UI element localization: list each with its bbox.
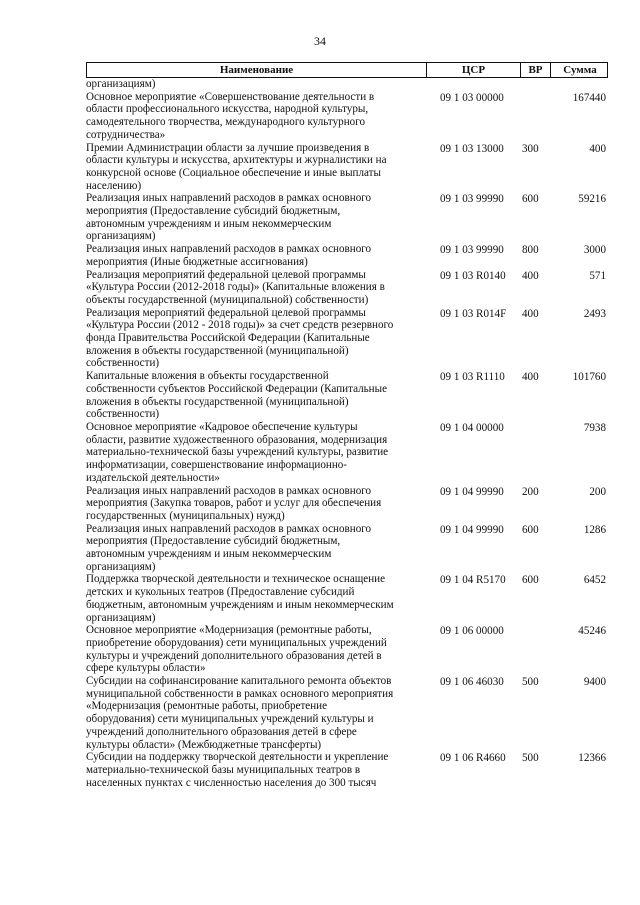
table-row [86,624,608,675]
table-header [86,62,608,78]
row-name-line: самодеятельного творчества, международного культурного [86,116,366,129]
row-sum: 45246 [578,625,606,638]
row-name-line: собственности) [86,357,160,370]
row-vr: 600 [522,193,539,206]
row-name-line: издательской деятельности» [86,471,220,484]
header-name: Наименование [87,63,427,77]
table-row [86,91,608,142]
table-row [86,675,608,751]
row-name-line: области культуры и искусства, архитектуры и журналистики на [86,154,387,167]
row-sum: 12366 [578,752,606,765]
row-csr: 09 1 03 00000 [440,91,504,104]
row-name [86,91,426,142]
budget-table [86,62,608,789]
row-csr: 09 1 04 00000 [440,421,504,434]
row-name-line: области, развитие художественного образования, модернизация [86,433,388,446]
row-name [86,142,426,193]
row-csr: 09 1 03 99990 [440,193,504,206]
row-name-line: Капитальные вложения в объекты государственной [86,370,329,383]
row-name-line: мероприятия (Закупка товаров, работ и услуг для обеспечения [86,497,382,510]
row-vr: 500 [522,676,539,689]
table-row [86,142,608,193]
row-name-line: объекты государственной (муниципальной) собственности) [86,293,369,306]
row-name-line: сотрудничества» [86,128,166,141]
row-name-line: учреждений дополнительного образования детей в сфере [86,725,357,738]
row-sum: 6452 [583,574,606,587]
row-name [86,243,426,268]
row-name-line: «Культура России (2012-2018 годы)» (Капитальные вложения в [86,281,385,294]
row-sum: 3000 [583,244,606,257]
row-name-line: материально-технической базы учреждений культуры, развитие [86,446,389,459]
row-csr: 09 1 03 99990 [440,244,504,257]
row-name-line: Субсидии на поддержку творческой деятельности и укрепление [86,751,389,764]
row-sum: 101760 [572,371,606,384]
row-sum: 59216 [578,193,606,206]
row-csr: 09 1 04 99990 [440,485,504,498]
row-csr: 09 1 06 46030 [440,676,504,689]
row-sum: 167440 [572,91,606,104]
row-vr: 600 [522,523,539,536]
row-csr: 09 1 04 R5170 [440,574,506,587]
table-row [86,269,608,307]
row-vr [520,421,550,485]
row-name [86,675,426,751]
table-row [86,307,608,371]
table-row [86,421,608,485]
row-name-line: мероприятия (Предоставление субсидий бюджетным, [86,535,341,548]
page-number: 34 [314,34,326,48]
table-row [86,751,608,789]
row-name-line: Основное мероприятие «Совершенствование деятельности в [86,90,375,103]
row-name-line: фонда Правительства Российской Федерации (Капитальные [86,332,370,345]
row-name-line: Реализация иных направлений расходов в рамках основного [86,192,372,205]
row-name-line: Реализация иных направлений расходов в рамках основного [86,522,372,535]
row-name-line: вложения в объекты государственной (муниципальной) [86,344,349,357]
row-vr: 300 [522,142,539,155]
row-name-line: собственности субъектов Российской Федерации (Капитальные [86,382,387,395]
row-name-line: населенных пунктах с численностью населения до 300 тысяч [86,776,377,789]
row-name-line: автономным учреждениям и иным некоммерческим [86,548,332,561]
row-name-line: области профессионального искусства, народной культуры, [86,103,369,116]
row-csr: 09 1 03 R1110 [440,371,505,384]
row-vr: 500 [522,752,539,765]
row-name-line: организациям) [86,611,156,624]
row-name-line: культуры области» (Межбюджетные трансферты) [86,738,322,751]
row-name-line: детских и кукольных театров (Предоставление субсидий [86,586,355,599]
row-name-line: Премии Администрации области за лучшие произведения в [86,141,370,154]
row-vr [520,624,550,675]
row-vr [520,78,550,91]
row-name-line: населению) [86,179,142,192]
row-name [86,523,426,574]
row-name [86,78,426,91]
row-name-line: оборудования) сети муниципальных учреждений культуры и [86,713,374,726]
row-name-line: организациям) [86,230,156,243]
table-row [86,485,608,523]
row-vr: 200 [522,485,539,498]
row-sum: 1286 [583,523,606,536]
row-csr: 09 1 03 13000 [440,142,504,155]
row-csr: 09 1 04 99990 [440,523,504,536]
table-row [86,370,608,421]
row-name-line: государственных (муниципальных) нужд) [86,509,285,522]
table-row [86,243,608,268]
row-name-line: Реализация мероприятий федеральной целевой программы [86,306,366,319]
header-sum: Сумма [563,64,597,76]
row-name [86,269,426,307]
row-name-line: приобретение оборудования) сети муниципальных учреждений [86,636,387,649]
row-name-line: вложения в объекты государственной (муниципальной) [86,395,349,408]
table-row [86,192,608,243]
row-name-line: Основное мероприятие «Кадровое обеспечение культуры [86,420,358,433]
row-name-line: мероприятия (Предоставление субсидий бюджетным, [86,205,341,218]
table-body [86,78,608,789]
row-name-line: Реализация иных направлений расходов в рамках основного [86,484,372,497]
row-name-line: информатизации, совершенствование информационно- [86,459,347,472]
row-name-line: «Модернизация (ремонтные работы, приобретение [86,700,328,713]
row-name [86,624,426,675]
row-name-line: автономным учреждениям и иным некоммерческим [86,217,332,230]
row-name [86,370,426,421]
row-vr: 400 [522,269,539,282]
row-vr: 400 [522,371,539,384]
row-csr: 09 1 03 R014F [440,307,507,320]
row-name-line: культуры и учреждений дополнительного образования детей в [86,649,382,662]
row-name-line: Субсидии на софинансирование капитального ремонта объектов [86,675,392,688]
row-name-line: конкурсной основе (Социальное обеспечение и иные выплаты [86,166,381,179]
row-vr: 800 [522,244,539,257]
row-vr [520,91,550,142]
row-name-line: Поддержка творческой деятельности и техническое оснащение [86,573,386,586]
row-sum: 200 [589,485,606,498]
header-csr: ЦСР [427,63,521,77]
row-name-line: Реализация мероприятий федеральной целевой программы [86,268,366,281]
row-name [86,573,426,624]
row-name [86,307,426,371]
row-sum: 9400 [583,676,606,689]
row-csr [426,78,520,91]
row-name [86,751,426,789]
row-name-line: сфере культуры области» [86,662,206,675]
row-sum: 7938 [583,421,606,434]
header-vr: ВР [521,63,551,77]
row-csr: 09 1 06 00000 [440,625,504,638]
table-row [86,78,608,91]
row-name-line: «Культура России (2012 - 2018 годы)» за счет средств резервного [86,319,394,332]
row-vr: 600 [522,574,539,587]
row-name-line: муниципальной собственности в рамках основного мероприятия [86,687,394,700]
row-vr: 400 [522,307,539,320]
row-sum: 400 [589,142,606,155]
row-csr: 09 1 03 R0140 [440,269,506,282]
row-name-line: организациям) [86,78,156,90]
row-name-line: Основное мероприятие «Модернизация (ремонтные работы, [86,624,372,637]
row-name-line: Реализация иных направлений расходов в рамках основного [86,243,372,256]
row-sum [550,78,608,91]
row-name-line: организациям) [86,560,156,573]
row-name-line: бюджетным, автономным учреждениям и иным некоммерческим [86,598,394,611]
row-name-line: мероприятия (Иные бюджетные ассигнования) [86,255,308,268]
row-name-line: собственности) [86,408,160,421]
row-name-line: материально-технической базы муниципальных театров в [86,763,361,776]
row-sum: 571 [589,269,606,282]
table-row [86,573,608,624]
row-name [86,421,426,485]
table-row [86,523,608,574]
row-name [86,485,426,523]
row-name [86,192,426,243]
row-csr: 09 1 06 R4660 [440,752,506,765]
row-sum: 2493 [583,307,606,320]
